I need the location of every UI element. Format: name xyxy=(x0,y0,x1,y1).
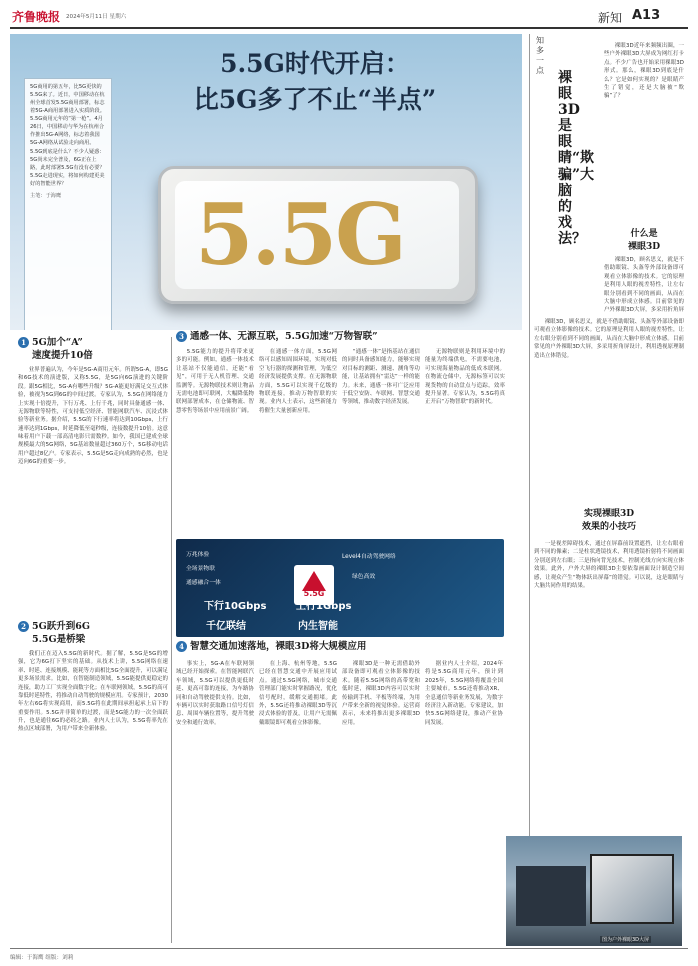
section-4-col-2: 在上海、杭州等地，5.5G已经在智慧交通中开展应用试点。通过5.5G网络，城市交通管理部门能实时掌握路况，优化信号配时，缓解交通拥堵。此外，5.5G还将推动裸眼3D等沉浸式体验的普及，让用户无需佩戴眼镜即可观看立体影像。 xyxy=(259,661,337,726)
subhead-tricks-b: 效果的小技巧 xyxy=(581,521,636,532)
infographic-label-5: 绿色高效 xyxy=(352,574,376,580)
section-3-col-4: 无源物联则是利用环境中的能量为终端供电，不需要电池，可实现海量物品的低成本联网。在物流仓储中，无源标签可以实现货物的自动盘点与追踪，效率提升显著。专家认为，5.5G将真正开启“万物智联”的新时代。 xyxy=(425,349,505,406)
triangle-logo-icon xyxy=(302,571,326,591)
column-divider xyxy=(171,337,172,943)
infographic-label-3: 通感融合一体 xyxy=(186,580,221,586)
section-1-title-b: 速度提升10倍 xyxy=(32,349,93,361)
subhead-what-is xyxy=(604,228,684,253)
section-2-heading xyxy=(18,621,168,647)
right-column-tag: 知多一点 xyxy=(536,36,544,75)
section-1-body: 业界普遍认为，今年是5G-A商用元年。所谓5G-A，即5G和6G技术的演进版，又称5.5G，是5G向6G演进的关键阶段。跟5G相比，5G-A有哪些升级？5G-A能更好满足交互式体验，被视为5G到6G的中间过渡。专家认为，5.5G在网络能力上实现十倍提升，下行万兆、上行千兆，同时具备通感一体、无源物联等特性，可支持低空经济、智能网联汽车、沉浸式体验等新业务。据介绍，5.5G的下行速率将达到10Gbps，上行速率达到1Gbps，时延降低至毫秒级，连接数提升10倍。这意味着用户下载一部高清电影只需数秒。如今，我国已建成全球规模最大的5G网络，5G基站数量超过360万个，5G移动电话用户超过8亿户。专家表示，5.5G是5G走向成熟的必然，也是迈向6G的重要一步。 xyxy=(18,367,168,466)
section-2-title-a: 5G跃升到6G xyxy=(32,621,90,632)
hero-banner xyxy=(10,34,522,330)
section-4-col-1: 事实上，5G-A在车联网领域已经开始探索。在智能网联汽车领域，5.5G可以提供更低时延、更高可靠的连接，为车路协同和自动驾驶提供支持。比如，车辆可以实时获取路口信号灯信息、周围车辆位置等，提升驾驶安全和通行效率。 xyxy=(176,661,254,726)
right-column-body-1b: 裸眼3D，顾名思义，就是不借助眼镜、头盔等外部设备即可观看立体影像的技术。它的原理是利用人眼的视差特性，让左右眼分别看到不同的画面，从而在大脑中形成立体感。目前常见的户外裸眼3D大屏，多采用折角屏设计，利用透视原理制造出立体错觉。 xyxy=(534,319,684,359)
section-3-heading xyxy=(176,331,506,344)
connection-scale: 千亿联结 xyxy=(206,621,246,632)
hero-title-line2: 比5G多了不止“半点” xyxy=(193,84,437,114)
section-4-number: 4 xyxy=(176,641,187,652)
3d-screen xyxy=(590,854,674,924)
lead-sidebar xyxy=(24,78,112,330)
page-number: A13 xyxy=(632,8,661,23)
hero-title-line1: 5.5G时代开启： xyxy=(220,49,410,78)
downlink-speed: 下行10Gbps xyxy=(204,601,267,612)
hero-title xyxy=(110,46,520,117)
right-column-body-1a: 裸眼3D，顾名思义，就是不借助眼镜、头盔等外部设备即可观看立体影像的技术。它的原理是利用人眼的视差特性，让左右眼分别看到不同的画面，从而在大脑中形成立体感。目前常见的户外裸眼3D大屏，多采用折角屏 xyxy=(604,257,684,314)
billboard-photo xyxy=(506,836,682,946)
section-3-col-2: 在通感一体方面，5.5G网络可以感知周围环境，实现对低空飞行器的探测和管理，为低空经济发展提供支撑。在无源物联方面，5.5G可以实现千亿级的物联连接，推动万物智联的实现。业内人士表示，这些新能力将催生大量创新应用。 xyxy=(259,349,337,414)
section-3-infographic xyxy=(176,539,504,637)
right-column-divider xyxy=(529,34,530,944)
infographic-label-2: 全场景物联 xyxy=(186,566,215,572)
phone-screen xyxy=(175,181,459,289)
lead-text: 5G商用的第五年，比5G更快的5.5G来了。近日，中国移动在杭州全球首发5.5G商用部署，标志着5G-A商用部署进入实质阶段。5.5G商用元年的“第一枪”。4月26日，中国移动与华为在杭州合作推出5G-A网络，标志着我国5G-A网络从试验走向商用。5.5G到底是什么？不少人疑惑：5G尚未完全普及，6G正在上路，此时部署5.5G有没有必要？5.5G走进现实，将如何构建更美好的智能世界？ xyxy=(30,84,105,187)
infographic-label-1: 万兆体验 xyxy=(186,552,210,558)
section-3-col-3: “通感一体”是指基站在通信的同时具备感知能力，能够实现对目标的测距、测速、测角等功能，让基站拥有“雷达”一样的能力。未来，通感一体可广泛应用于低空安防、车联网、智慧交通等领域，推动数字经济发展。 xyxy=(342,349,420,406)
section-3-col-1: 5.5G能力的提升将带来更多的可能。例如，通感一体技术让基站不仅能通信，还能“看见”，可用于无人机管理、交通监测等。无源物联技术则让物品无需电池即可联网，大幅降低物联网部署成本，在仓储物流、智慧零售等场景中应用前景广阔。 xyxy=(176,349,254,414)
section-1-heading xyxy=(18,337,168,363)
footer-credits: 编辑：于海鹰 组版：刘莉 xyxy=(10,955,74,961)
section-name: 新知 xyxy=(598,11,623,25)
subhead-what-is-b: 裸眼3D xyxy=(627,241,661,252)
section-1-number: 1 xyxy=(18,337,29,348)
subhead-what-is-a: 什么是 xyxy=(630,229,658,239)
subhead-tricks xyxy=(534,508,684,533)
section-3-title: 通感一体、无源互联，5.5G加速“万物智联” xyxy=(190,331,378,342)
section-3-number: 3 xyxy=(176,331,187,342)
section-2-body: 我们正在迈入5.5G的新时代。据了解，5.5G是5G的增强，它为6G打下坚实的基础。从技术上讲，5.5G网络在速率、时延、连接规模、能耗等方面相比5G全面提升，可以满足更多场景需求。比如，在智能制造领域，5.5G能提供更稳定的连接，助力工厂实现全面数字化；在车联网领域，5.5G的高可靠低时延特性，将推动自动驾驶的规模应用。专家预计，2030年左右6G将实现商用，而5.5G将在此期间承担起承上启下的重要作用。5.5G并非简单的过渡，而是5G能力的一次全面跃升，也是通往6G的必经之路。业内人士认为，5.5G将率先在热点区域部署，为用户带来全新体验。 xyxy=(18,651,168,733)
section-4-heading xyxy=(176,641,506,654)
masthead-logo: 齐鲁晚报 xyxy=(12,10,61,24)
hero-big-text: 5.5G xyxy=(195,185,405,284)
native-intelligence: 内生智能 xyxy=(298,621,338,632)
issue-date: 2024年5月11日 星期六 xyxy=(66,14,127,20)
infographic-label-4: Level4自动驾驶网络 xyxy=(342,554,396,560)
footer-rule xyxy=(10,948,688,949)
right-column-body-2: 一是视差障碍技术，通过在屏幕前设置遮挡，让左右眼看到不同的像素；二是柱状透镜技术，利用透镜折射将不同画面分别送到左右眼；三是指向背光技术，控制光线方向实现立体效果。此外，户外大屏的裸眼3D主要依靠画面设计制造空间感，让观众产生“物体跃出屏幕”的错觉。可以说，这是眼睛与大脑共同作用的结果。 xyxy=(534,541,684,589)
badge-text: 5.5G xyxy=(303,589,325,598)
photo-caption: 图为户外裸眼3D大屏 xyxy=(602,937,650,943)
building xyxy=(516,866,586,926)
section-2-number: 2 xyxy=(18,621,29,632)
subhead-tricks-a: 实现裸眼3D xyxy=(583,509,635,519)
byline: 主笔：于海鹰 xyxy=(30,192,62,199)
right-column-title: 裸眼3D是眼睛“欺骗”大脑的戏法？ xyxy=(558,70,595,247)
section-4-col-4: 据业内人士介绍，2024年将是5.5G商用元年，预计到2025年，5.5G网络将覆盖全国主要城市。5.5G还将推动XR、全息通信等新业务发展，为数字经济注入新动能。专家建议，加快5.5G网络建设，推动产业协同发展。 xyxy=(425,661,503,726)
right-column-intro: 裸眼3D近年来频频出圈，一些户外裸眼3D大屏成为网红打卡点。不少广告也开始采用裸眼3D形式。那么，裸眼3D到底是什么？它是如何实现的？是眼睛产生了错觉，还是大脑被“欺骗”了？ xyxy=(604,43,684,100)
section-4-title: 智慧交通加速落地，裸眼3D将大规模应用 xyxy=(190,641,367,652)
section-2-title-b: 5.5G是桥梁 xyxy=(32,633,86,645)
phone-illustration xyxy=(158,166,478,304)
section-1-title-a: 5G加个“A” xyxy=(32,337,83,348)
uplink-speed: 上行1Gbps xyxy=(296,601,352,612)
section-4-col-3: 裸眼3D是一种无需借助外部设备即可观看立体影像的技术。随着5.5G网络的高带宽和低时延，裸眼3D内容可以实时传输到手机、平板等终端，为用户带来全新的视觉体验。运营商表示，未来将推出更多裸眼3D应用。 xyxy=(342,661,420,726)
header-rule xyxy=(10,27,688,29)
